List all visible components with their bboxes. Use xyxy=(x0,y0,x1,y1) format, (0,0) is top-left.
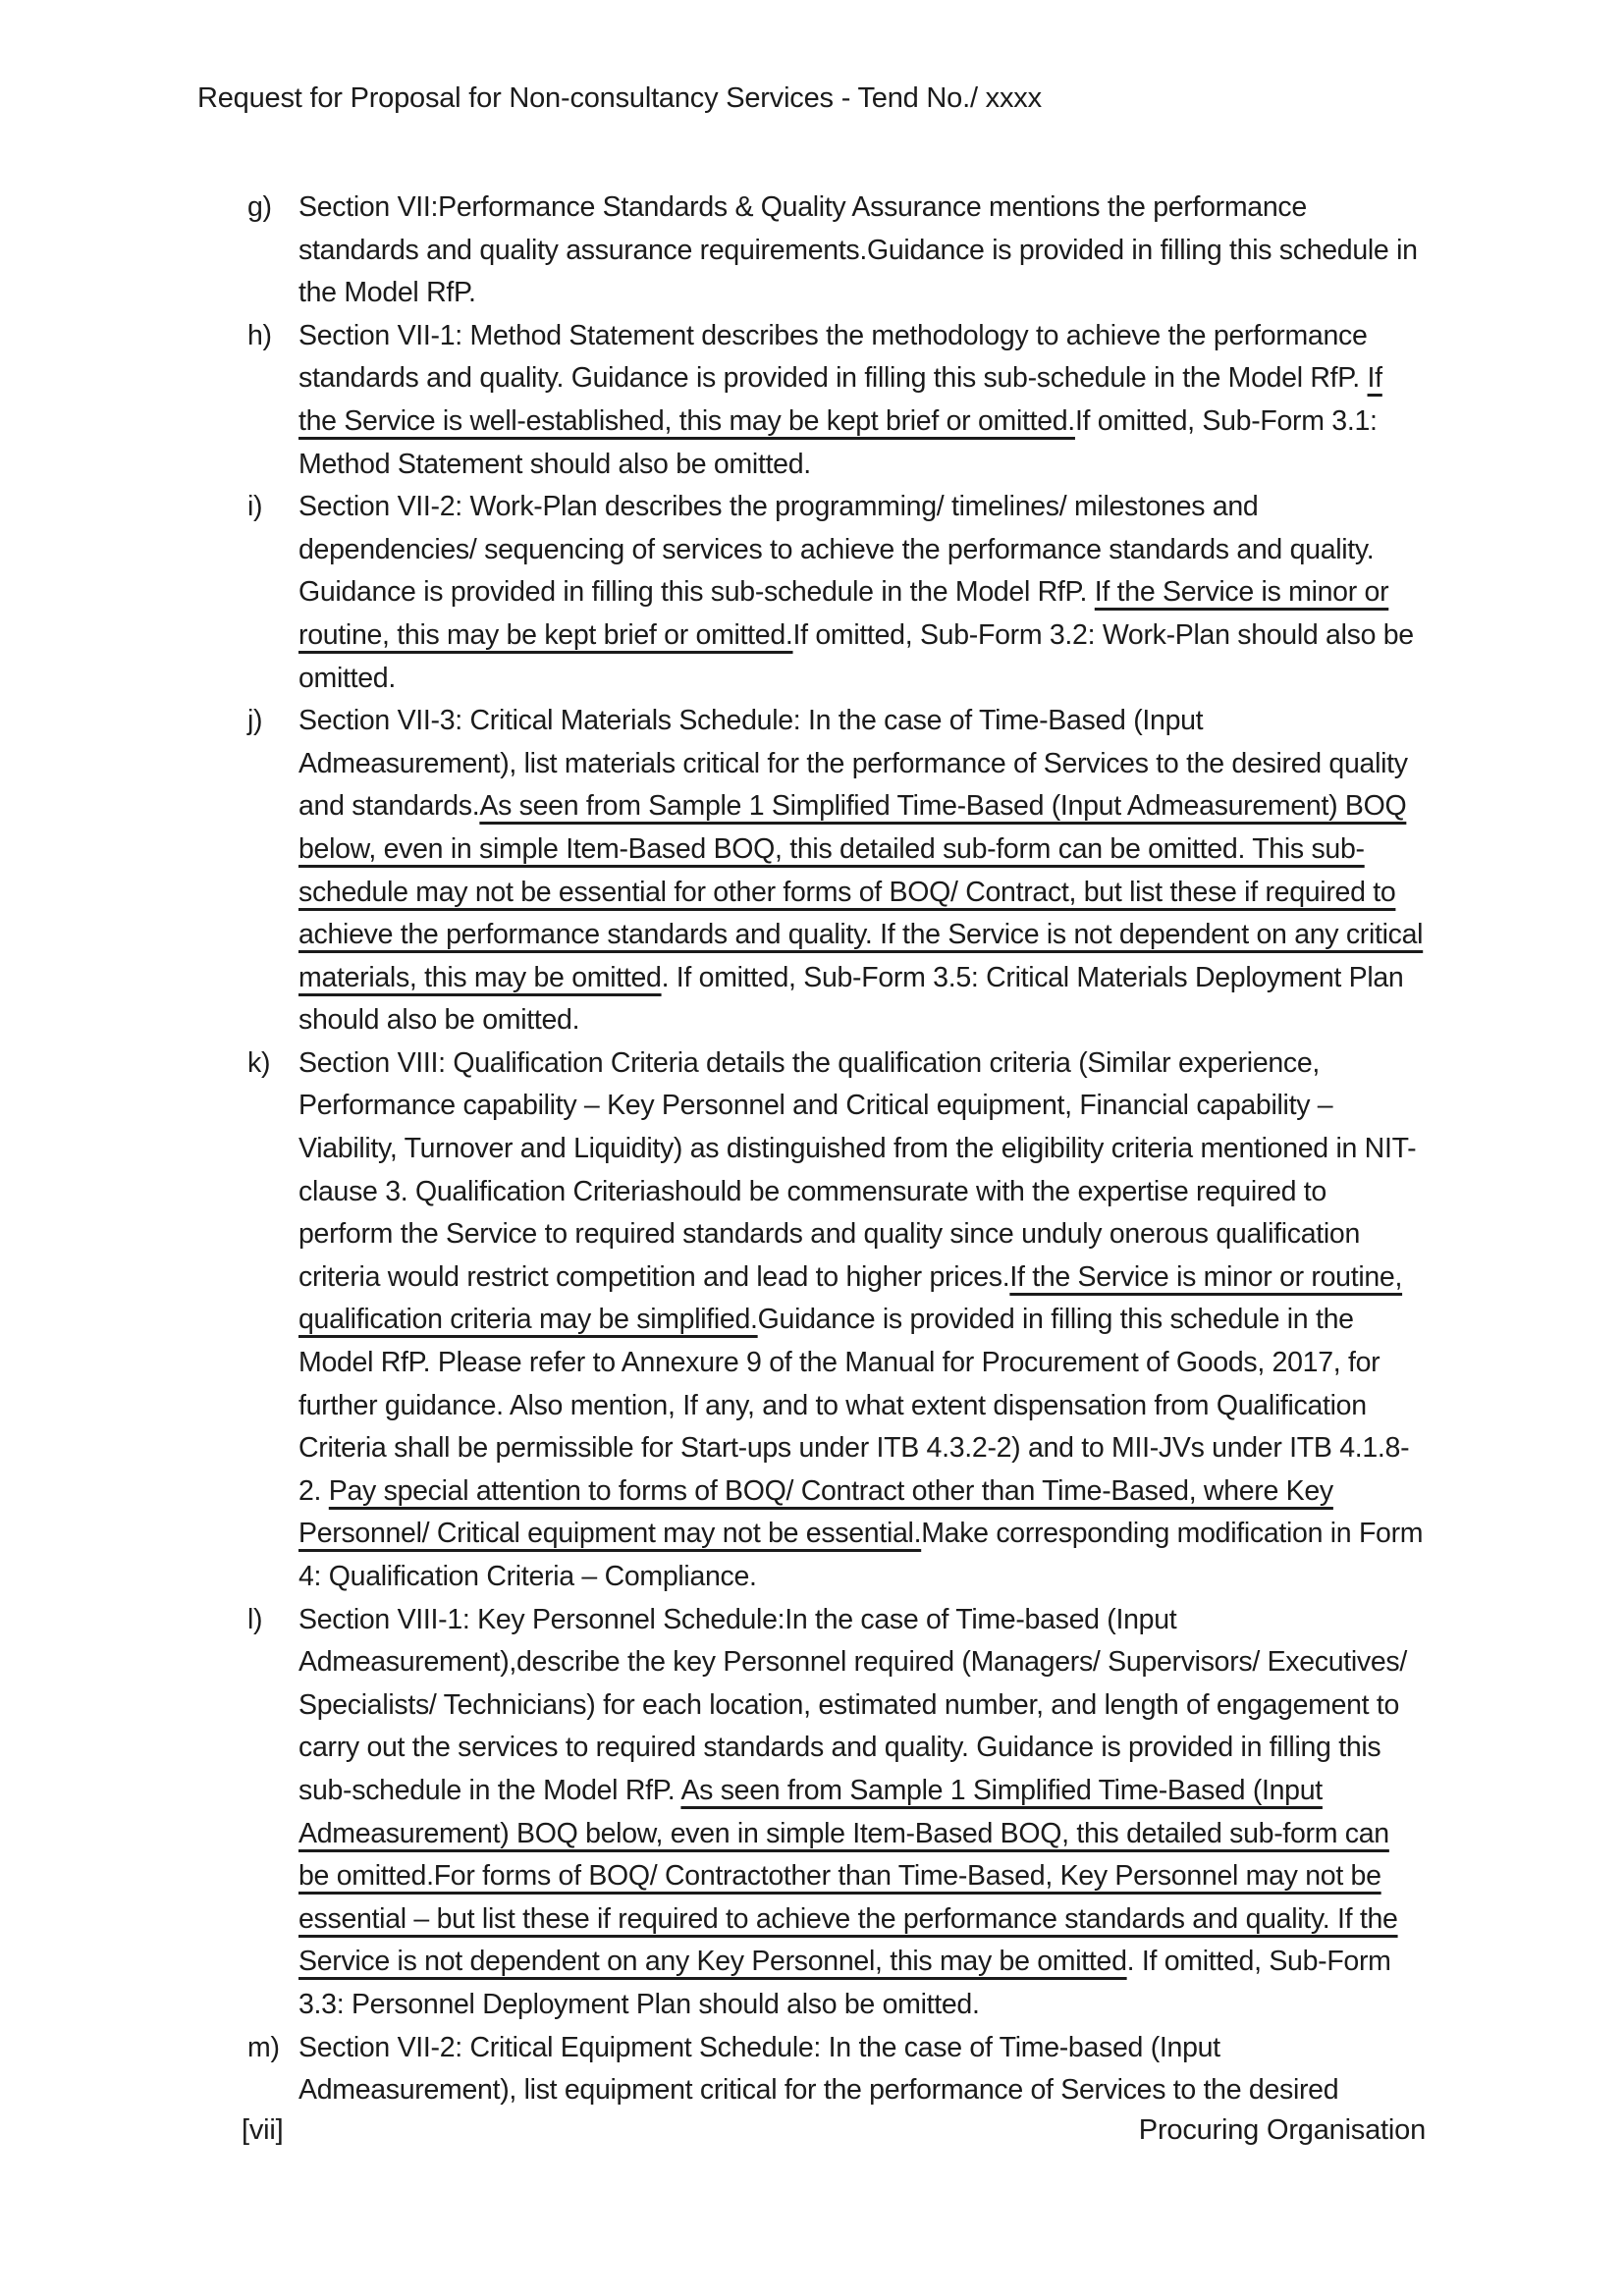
underlined-text-run: If the Service is minor or routine, this may be kept brief or omitted. xyxy=(298,576,1389,651)
text-run: Section VII:Performance Standards & Quality Assurance mentions the performance standards and quality assurance requirements.Guidance is provided in filling this schedule in the Model RfP. xyxy=(298,191,1418,309)
page-number: [vii] xyxy=(242,2114,284,2146)
underlined-text-run: If the Service is minor or routine, qualification criteria may be simplified. xyxy=(298,1260,1403,1336)
page-footer xyxy=(242,2114,1426,2147)
list-item-text xyxy=(298,700,1424,1042)
text-run: . If omitted, Sub-Form 3.5: Critical Materials Deployment Plan should also be omitted. xyxy=(298,961,1404,1037)
section-list xyxy=(247,187,1424,2112)
list-item-label: g) xyxy=(247,191,272,223)
list-item xyxy=(247,315,1424,486)
underlined-text-run: Pay special attention to forms of BOQ/ Contract other than Time-Based, where Key Personnel/ Critical equipment may not be essential. xyxy=(298,1474,1333,1550)
list-item-text xyxy=(298,187,1424,315)
list-item-label: k) xyxy=(247,1046,271,1079)
list-item-label: l) xyxy=(247,1603,263,1635)
list-item xyxy=(247,700,1424,1042)
text-run: Make corresponding modification in Form 4: Qualification Criteria – Compliance. xyxy=(298,1518,1424,1592)
list-item-text xyxy=(298,2027,1424,2112)
text-run: Guidance is provided in filling this schedule in the Model RfP. Please refer to Annexure 9 of the Manual for Procurement of Goods, 2017, for further guidance. Also mention, If any, and to what extent dispensation from Qualification Criteria shall be permissible for Start-ups under ITB 4.3.2-2) and to MII-JVs under ITB 4.1.8-2. xyxy=(298,1304,1410,1507)
text-run: Section VII-1: Method Statement describes the methodology to achieve the performance standards and quality. Guidance is provided in filling this sub-schedule in the Model RfP. xyxy=(298,319,1368,395)
text-run: Section VIII: Qualification Criteria details the qualification criteria (Similar experience, Performance capability – Key Personnel and Critical equipment, Financial capability – Viability, Turnover and Liquidity) as distinguished from the eligibility criteria mentioned in NIT-clause 3. Qualification Criteriashould be commensurate with the expertise required to perform the Service to required standards and quality since unduly onerous qualification criteria would restrict competition and lead to higher prices. xyxy=(298,1046,1417,1293)
text-run: Section VIII-1: Key Personnel Schedule:In the case of Time-based (Input Admeasurement),describe the key Personnel required (Managers/ Supervisors/ Executives/ Specialists/ Technicians) for each location, estimated number, and length of engagement to carry out the services to required standards and quality. Guidance is provided in filling this sub-schedule in the Model RfP. xyxy=(298,1603,1407,1806)
text-run: . If omitted, Sub-Form 3.3: Personnel Deployment Plan should also be omitted. xyxy=(298,1946,1391,2020)
list-item-label: m) xyxy=(247,2031,280,2063)
underlined-text-run: As seen from Sample 1 Simplified Time-Based (Input Admeasurement) BOQ below, even in simple Item-Based BOQ, this detailed sub-form can be omitted. This sub-schedule may not be essential for other forms of BOQ/ Contract, but list these if required to achieve the performance standards and quality. If the Service is not dependent on any critical materials, this may be omitted xyxy=(298,790,1424,993)
text-run: If omitted, Sub-Form 3.2: Work-Plan should also be omitted. xyxy=(298,618,1414,694)
text-run: Section VII-2: Work-Plan describes the programming/ timelines/ milestones and dependencies/ sequencing of services to achieve the performance standards and quality. Guidance is provided in filling this sub-schedule in the Model RfP. xyxy=(298,491,1375,609)
list-item xyxy=(247,1599,1424,2027)
text-run: Section VII-3: Critical Materials Schedule: In the case of Time-Based (Input Admeasurement), list materials critical for the performance of Services to the desired quality and standards. xyxy=(298,705,1408,823)
text-run: Section VII-2: Critical Equipment Schedule: In the case of Time-based (Input Admeasurement), list equipment critical for the performance of Services to the desired xyxy=(298,2031,1339,2107)
underlined-text-run: If the Service is well-established, this may be kept brief or omitted. xyxy=(298,362,1382,437)
list-item-text xyxy=(298,1599,1424,2027)
list-item xyxy=(247,2027,1424,2112)
list-item-label: h) xyxy=(247,319,272,351)
list-item xyxy=(247,486,1424,700)
list-item-label: i) xyxy=(247,491,263,523)
underlined-text-run: As seen from Sample 1 Simplified Time-Based (Input Admeasurement) BOQ below, even in simple Item-Based BOQ, this detailed sub-form can be omitted.For forms of BOQ/ Contractother than Time-Based, Key Personnel may not be essential – but list these if required to achieve the performance standards and quality. If the Service is not dependent on any Key Personnel, this may be omitted xyxy=(298,1774,1398,1978)
list-item-text xyxy=(298,1042,1424,1599)
list-item-label: j) xyxy=(247,705,263,737)
list-item xyxy=(247,187,1424,315)
list-item-text xyxy=(298,486,1424,700)
footer-organisation-label: Procuring Organisation xyxy=(1138,2114,1426,2146)
list-item xyxy=(247,1042,1424,1599)
list-item-text xyxy=(298,315,1424,486)
document-header-title: Request for Proposal for Non-consultancy Services - Tend No./ xxxx xyxy=(197,82,1042,114)
text-run: If omitted, Sub-Form 3.1: Method Statement should also be omitted. xyxy=(298,404,1378,480)
